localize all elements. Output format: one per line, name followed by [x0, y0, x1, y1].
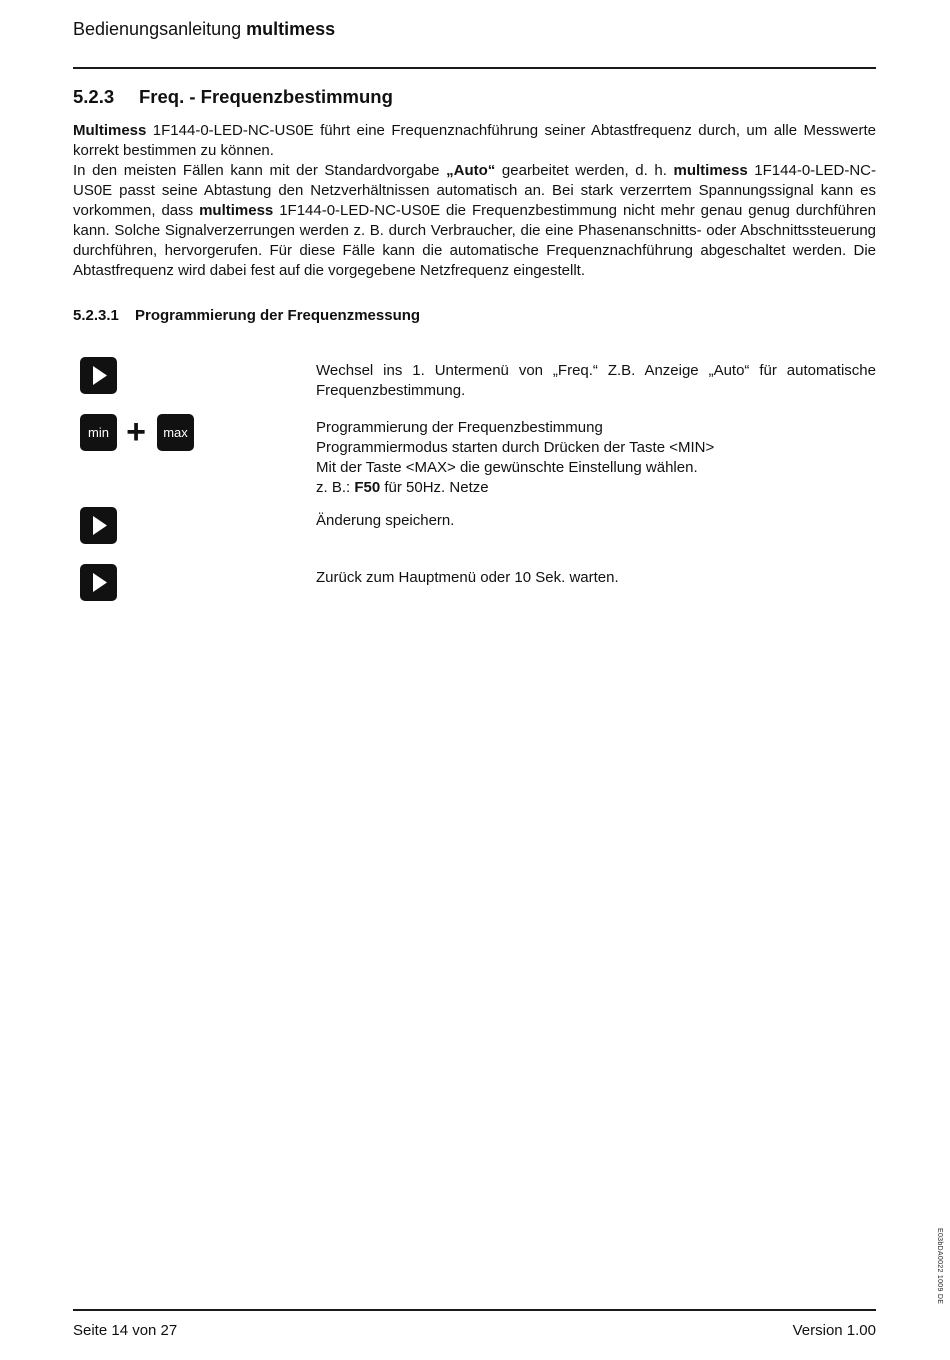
intro-paragraph-2 — [73, 161, 876, 281]
header-rule — [73, 67, 876, 69]
intro-p2-a: In den meisten Fällen kann mit der Standardvorgabe — [73, 162, 447, 179]
document-header — [73, 19, 335, 40]
step-2-line-2: Programmiermodus starten durch Drücken der Taste <MIN> — [316, 439, 715, 456]
step-4-text: Zurück zum Hauptmenü oder 10 Sek. warten. — [316, 569, 619, 586]
step-1-text: Wechsel ins 1. Untermenü von „Freq.“ Z.B. Anzeige „Auto“ für automatische Frequenzbestimmung. — [316, 362, 876, 399]
intro-paragraph-1 — [73, 121, 876, 161]
subsection-title: Programmierung der Frequenzmessung — [135, 307, 421, 324]
section-number: 5.2.3 — [73, 86, 115, 107]
header-prefix: Bedienungsanleitung — [73, 19, 247, 39]
step-2-example-value: F50 — [354, 479, 381, 496]
subsection-heading — [73, 307, 420, 324]
next-key-icon — [80, 357, 117, 394]
step-3-text: Änderung speichern. — [316, 512, 455, 529]
intro-p2-c: 1F144-0-LED-NC-US0E passt seine Abtastung den Netzverhältnissen automatisch an. Bei stark verzerrtem Spannungssignal kann es vorkommen, dass — [73, 162, 877, 219]
intro-multimess-1: multimess — [673, 162, 748, 179]
intro-auto: „Auto“ — [446, 162, 496, 179]
section-heading — [73, 86, 393, 108]
intro-multimess-2: multimess — [199, 202, 274, 219]
intro-p2-b: gearbeitet werden, d. h. — [495, 162, 674, 179]
plus-icon: + — [126, 413, 146, 451]
section-title: Freq. - Frequenzbestimmung — [139, 86, 393, 107]
header-product-name: multimess — [246, 19, 336, 39]
step-2-line-1: Programmierung der Frequenzbestimmung — [316, 419, 603, 436]
step-2-line-4 — [316, 478, 876, 498]
page-number: Seite 14 von 27 — [73, 1322, 178, 1339]
max-key-icon: max — [157, 414, 194, 451]
step-2-line-3: Mit der Taste <MAX> die gewünschte Einstellung wählen. — [316, 459, 698, 476]
next-key-icon — [80, 507, 117, 544]
document-code: E03bDA0022 1009 DE — [936, 1228, 943, 1305]
intro-p1-text: 1F144-0-LED-NC-US0E führt eine Frequenznachführung seiner Abtastfrequenz durch, um alle Messwerte korrekt bestimmen zu können. — [73, 122, 876, 159]
subsection-number: 5.2.3.1 — [73, 307, 119, 324]
next-key-icon — [80, 564, 117, 601]
intro-p2-d: 1F144-0-LED-NC-US0E die Frequenzbestimmung nicht mehr genau genug durchführen kann. Solche Signalverzerrungen werden z. B. durch Verbraucher, die eine Phasenanschnitts- oder Abschnittssteuerung durchführen, hervorgerufen. Für diese Fälle kann die automatische Frequenznachführung abgeschaltet werden. Die Abtastfrequenz wird dabei fest auf die vorgegebene Netzfrequenz eingestellt. — [73, 202, 876, 279]
intro-text — [73, 121, 876, 281]
step-2-example-suffix: für 50Hz. Netze — [380, 479, 489, 496]
step-2-text — [316, 418, 876, 498]
intro-brand: Multimess — [73, 122, 147, 139]
version-label: Version 1.00 — [792, 1322, 876, 1339]
min-key-icon: min — [80, 414, 117, 451]
step-2-example-prefix: z. B.: — [316, 479, 355, 496]
footer-rule — [73, 1309, 876, 1311]
